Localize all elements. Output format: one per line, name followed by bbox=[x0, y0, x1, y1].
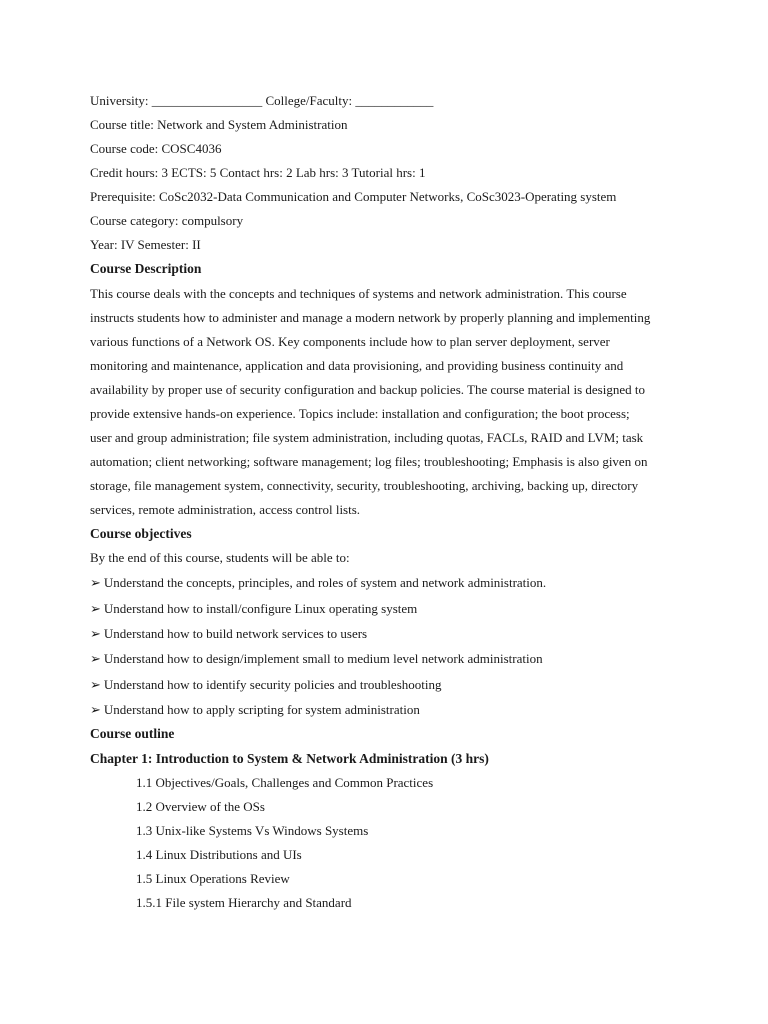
section-item: 1.1 Objectives/Goals, Challenges and Common Practices bbox=[136, 775, 434, 790]
objective-item bbox=[90, 677, 441, 693]
objective-text: Understand the concepts, principles, and roles of system and network administration. bbox=[103, 575, 547, 590]
arrow-bullet-icon: ➢ bbox=[90, 677, 101, 692]
description-line: instructs students how to administer and manage a modern network by properly planning and implementing bbox=[90, 310, 651, 325]
description-heading: Course Description bbox=[90, 261, 202, 276]
description-line: This course deals with the concepts and techniques of systems and network administration. This course bbox=[90, 286, 627, 301]
credit-hours: Credit hours: 3 ECTS: 5 Contact hrs: 2 Lab hrs: 3 Tutorial hrs: 1 bbox=[90, 165, 426, 180]
description-line: automation; client networking; software management; log files; troubleshooting; Emphasis is also given on bbox=[90, 454, 648, 469]
objective-item bbox=[90, 651, 543, 667]
objective-text: Understand how to build network services to users bbox=[103, 626, 368, 641]
section-item: 1.4 Linux Distributions and UIs bbox=[136, 847, 302, 862]
description-line: user and group administration; file system administration, including quotas, FACLs, RAID and LVM; task bbox=[90, 430, 644, 445]
objectives-intro: By the end of this course, students will be able to: bbox=[90, 550, 350, 565]
objectives-heading: Course objectives bbox=[90, 526, 192, 541]
description-line: various functions of a Network OS. Key components include how to plan server deployment, server bbox=[90, 334, 610, 349]
chapter-heading: Chapter 1: Introduction to System & Network Administration (3 hrs) bbox=[90, 751, 489, 766]
year-semester: Year: IV Semester: II bbox=[90, 237, 201, 252]
arrow-bullet-icon: ➢ bbox=[90, 626, 101, 641]
course-code: Course code: COSC4036 bbox=[90, 141, 222, 156]
objective-item bbox=[90, 626, 367, 642]
objective-text: Understand how to install/configure Linux operating system bbox=[103, 601, 418, 616]
description-line: availability by proper use of security configuration and backup policies. The course material is designed to bbox=[90, 382, 645, 397]
objective-item bbox=[90, 601, 417, 617]
section-item: 1.3 Unix-like Systems Vs Windows Systems bbox=[136, 823, 369, 838]
description-line: services, remote administration, access control lists. bbox=[90, 502, 361, 517]
arrow-bullet-icon: ➢ bbox=[90, 702, 101, 717]
objective-text: Understand how to apply scripting for system administration bbox=[103, 702, 420, 717]
description-line: storage, file management system, connectivity, security, troubleshooting, archiving, backing up, directory bbox=[90, 478, 639, 493]
prerequisite: Prerequisite: CoSc2032-Data Communication and Computer Networks, CoSc3023-Operating system bbox=[90, 189, 617, 204]
section-item: 1.5 Linux Operations Review bbox=[136, 871, 290, 886]
university-line: University: _________________ College/Faculty: ____________ bbox=[90, 93, 434, 108]
course-category: Course category: compulsory bbox=[90, 213, 244, 228]
arrow-bullet-icon: ➢ bbox=[90, 651, 101, 666]
arrow-bullet-icon: ➢ bbox=[90, 575, 101, 590]
section-item: 1.5.1 File system Hierarchy and Standard bbox=[136, 895, 352, 910]
arrow-bullet-icon: ➢ bbox=[90, 601, 101, 616]
objective-text: Understand how to design/implement small to medium level network administration bbox=[103, 651, 543, 666]
section-item: 1.2 Overview of the OSs bbox=[136, 799, 265, 814]
description-line: monitoring and maintenance, application and data provisioning, and providing business continuity and bbox=[90, 358, 624, 373]
description-line: provide extensive hands-on experience. Topics include: installation and configuration; the boot process; bbox=[90, 406, 630, 421]
objective-item bbox=[90, 702, 420, 718]
objective-item bbox=[90, 575, 546, 591]
outline-heading: Course outline bbox=[90, 726, 175, 741]
course-title: Course title: Network and System Administration bbox=[90, 117, 348, 132]
objective-text: Understand how to identify security policies and troubleshooting bbox=[103, 677, 442, 692]
